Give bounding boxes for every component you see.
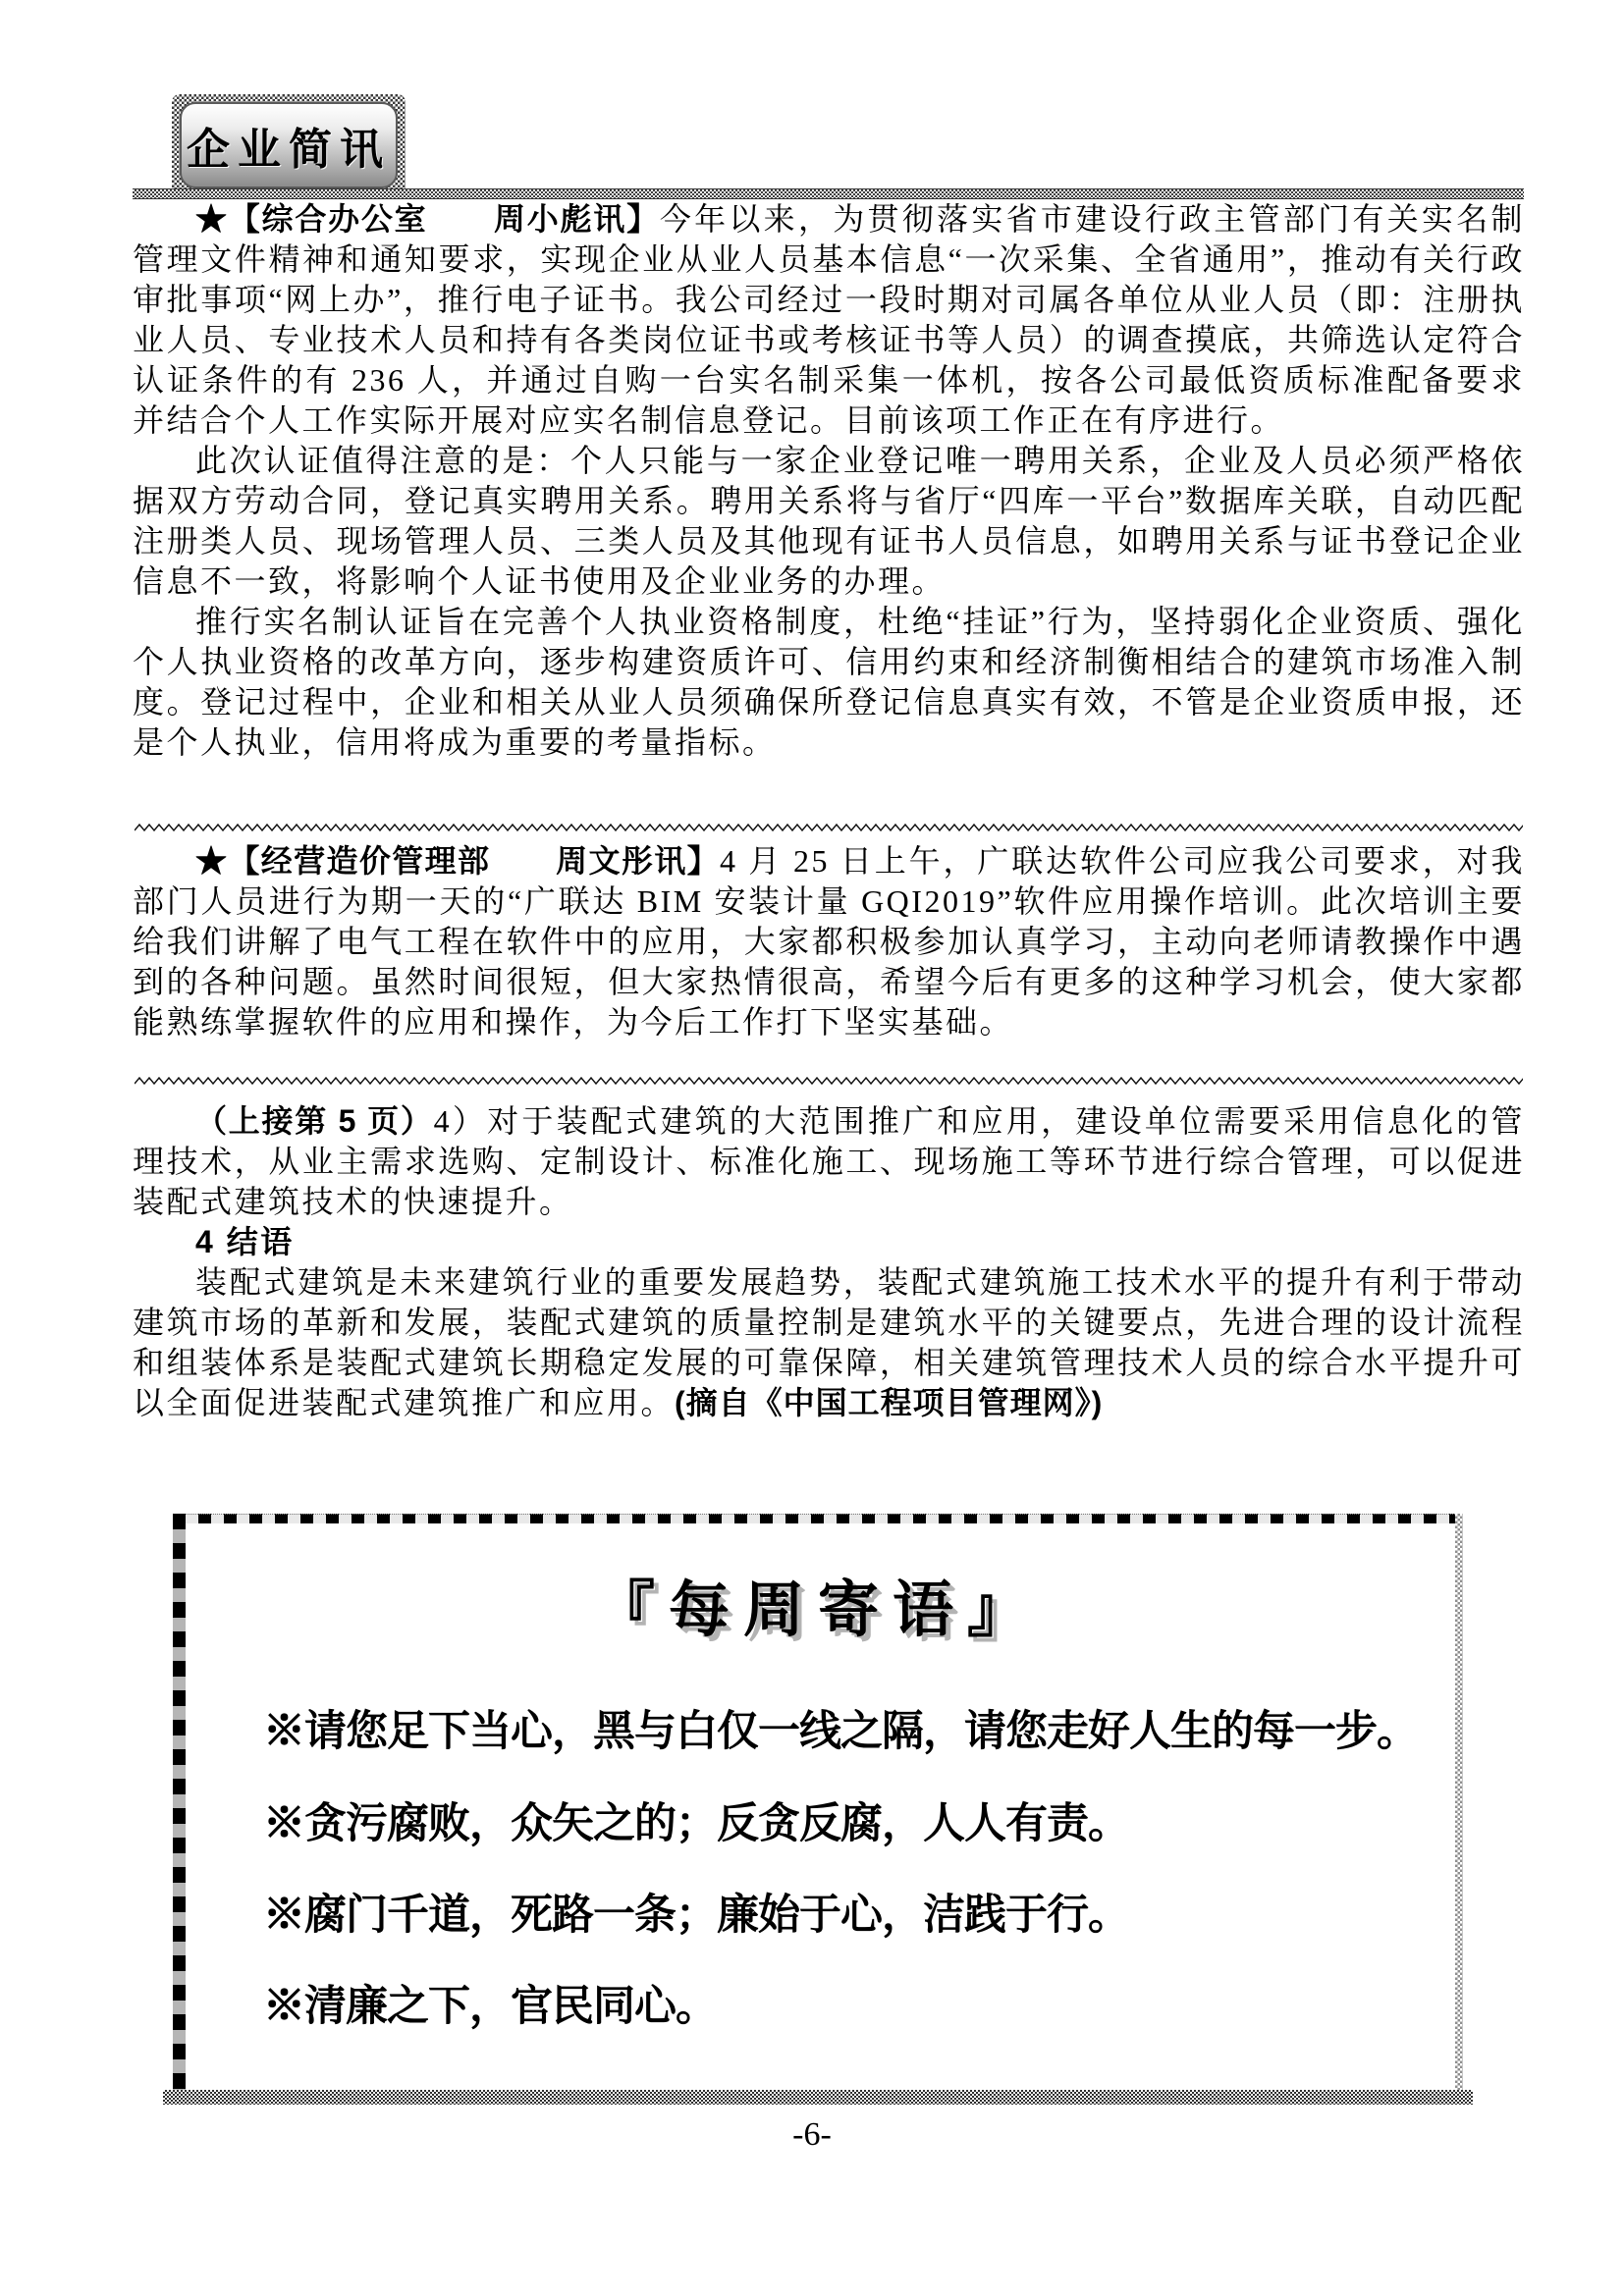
section-divider bbox=[135, 820, 1523, 837]
section-continued-article bbox=[133, 1101, 1525, 1423]
paragraph bbox=[133, 1262, 1525, 1423]
page-number: -6- bbox=[792, 2116, 832, 2153]
paragraph bbox=[133, 1101, 1525, 1222]
paragraph-text: 4 月 25 日上午，广联达软件公司应我公司要求，对我部门人员进行为期一天的“广联达 BIM 安装计量 GQI2019”软件应用操作培训。此次培训主要给我们讲解了电气工程在软件中的应用，大家都积极参加认真学习，主动向老师请教操作中遇到的各种问题。虽然时间很短，但大家热情很高，希望今后有更多的这种学习机会，使大家都能熟练掌握软件的应用和操作，为今后工作打下坚实基础。 bbox=[133, 843, 1525, 1040]
section-general-office bbox=[133, 199, 1525, 763]
weekly-quote: ※清廉之下，官民同心。 bbox=[263, 1984, 717, 2030]
weekly-quote: ※请您足下当心，黑与白仅一线之隔，请您走好人生的每一步。 bbox=[263, 1709, 1418, 1755]
weekly-quote: ※贪污腐败，众矢之的；反贪反腐，人人有责。 bbox=[263, 1801, 1129, 1847]
paragraph bbox=[133, 841, 1525, 1042]
newsletter-badge-label: 企业简讯 bbox=[180, 102, 398, 188]
zigzag-line-icon bbox=[135, 823, 1523, 832]
section-cost-management bbox=[133, 841, 1525, 1042]
header-rule bbox=[133, 188, 1524, 199]
source-attribution: (摘自《中国工程项目管理网》) bbox=[675, 1385, 1104, 1420]
paragraph: 此次认证值得注意的是：个人只能与一家企业登记唯一聘用关系，企业及人员必须严格依据双方劳动合同，登记真实聘用关系。聘用关系将与省厅“四库一平台”数据库关联，自动匹配注册类人员、现场管理人员、三类人员及其他现有证书人员信息，如聘用关系与证书登记企业信息不一致，将影响个人证书使用及企业业务的办理。 bbox=[133, 443, 1525, 599]
paragraph-text: 今年以来，为贯彻落实省市建设行政主管部门有关实名制管理文件精神和通知要求，实现企业从业人员基本信息“一次采集、全省通用”，推动有关行政审批事项“网上办”，推行电子证书。我公司经过一段时期对司属各单位从业人员（即：注册执业人员、专业技术人员和持有各类岗位证书或考核证书等人员）的调查摸底，共筛选认定符合认证条件的有 236 人，并通过自购一台实名制采集一体机，按各公司最低资质标准配备要求并结合个人工作实际开展对应实名制信息登记。目前该项工作正在有序进行。 bbox=[133, 201, 1525, 438]
section-header: ★【综合办公室 周小彪讯】 bbox=[195, 201, 660, 237]
paragraph bbox=[133, 199, 1525, 441]
box-border-top bbox=[173, 1514, 1463, 1523]
weekly-message-title: 『每周寄语』 bbox=[593, 1577, 1042, 1644]
paragraph-text: 装配式建筑是未来建筑行业的重要发展趋势，装配式建筑施工技术水平的提升有利于带动建筑市场的革新和发展，装配式建筑的质量控制是建筑水平的关键要点，先进合理的设计流程和组装体系是装配式建筑长期稳定发展的可靠保障，相关建筑管理技术人员的综合水平提升可以全面促进装配式建筑推广和应用。 bbox=[133, 1264, 1525, 1420]
continued-from-label: （上接第 5 页） bbox=[195, 1103, 434, 1139]
section-divider bbox=[135, 1073, 1523, 1091]
weekly-message-box bbox=[173, 1514, 1463, 2097]
section-header: ★【经营造价管理部 周文彤讯】 bbox=[195, 843, 720, 879]
paragraph: 推行实名制认证旨在完善个人执业资格制度，杜绝“挂证”行为，坚持弱化企业资质、强化个人执业资格的改革方向，逐步构建资质许可、信用约束和经济制衡相结合的建筑市场准入制度。登记过程中，企业和相关从业人员须确保所登记信息真实有效，不管是企业资质申报，还是个人执业，信用将成为重要的考量指标。 bbox=[133, 604, 1525, 760]
paragraph-text: 4）对于装配式建筑的大范围推广和应用，建设单位需要采用信息化的管理技术，从业主需求选购、定制设计、标准化施工、现场施工等环节进行综合管理，可以促进装配式建筑技术的快速提升。 bbox=[133, 1103, 1525, 1219]
weekly-quote: ※腐门千道，死路一条；廉始于心，洁践于行。 bbox=[263, 1893, 1129, 1939]
zigzag-line-icon bbox=[135, 1076, 1523, 1086]
conclusion-heading: 4 结语 bbox=[195, 1224, 295, 1259]
box-border-bottom bbox=[163, 2090, 1473, 2105]
newsletter-badge bbox=[172, 94, 406, 196]
